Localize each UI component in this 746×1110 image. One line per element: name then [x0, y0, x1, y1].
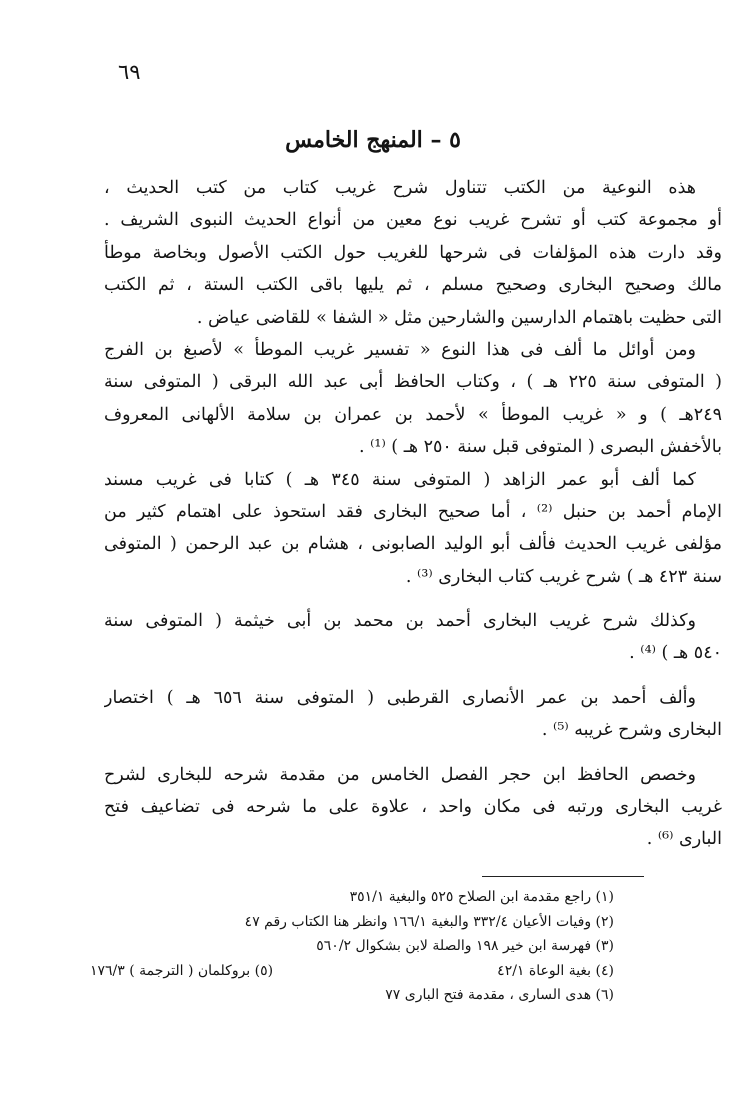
text-line: الإمام أحمد بن حنبل ⁽²⁾ ، أما صحيح البخارى فقد استحوذ على اهتمام كثير من [104, 501, 722, 522]
paragraph [104, 172, 722, 334]
page-number: ٦٩ [118, 60, 141, 84]
text-line: ومن أوائل ما ألف فى هذا النوع « تفسير غريب الموطأ » لأصبغ بن الفرج [104, 339, 696, 360]
paragraph-gap [104, 747, 722, 759]
footnote-2: (٢) وفيات الأعيان ٣٣٢/٤ والبغية ١٦٦/١ وانظر هنا الكتاب رقم ٤٧ [244, 913, 614, 930]
paragraph-gap [104, 670, 722, 682]
text-line: سنة ٤٢٣ هـ ) شرح غريب كتاب البخارى ⁽³⁾ . [405, 566, 722, 587]
text-line: وكذلك شرح غريب البخارى أحمد بن محمد بن أبى خيثمة ( المتوفى سنة [104, 611, 696, 632]
paragraph [104, 759, 722, 856]
text-line: ٥٤٠ هـ ) ⁽⁴⁾ . [629, 643, 722, 664]
section-heading: ٥ – المنهج الخامس [285, 127, 461, 153]
footnote-row-4-5 [90, 959, 614, 984]
footnote-4: (٤) بغية الوعاة ٤٢/١ [497, 962, 614, 979]
paragraph [104, 334, 722, 464]
paragraph [104, 682, 722, 747]
text-line: وخصص الحافظ ابن حجر الفصل الخامس من مقدمة شرحه للبخارى لشرح [104, 764, 696, 785]
paragraph [104, 605, 722, 670]
text-line: بالأخفش البصرى ( المتوفى قبل سنة ٢٥٠ هـ ) ⁽¹⁾ . [358, 437, 722, 458]
text-line: التى حظيت باهتمام الدارسين والشارحين مثل « الشفا » للقاضى عياض . [196, 307, 722, 328]
footnote-1: (١) راجع مقدمة ابن الصلاح ٥٢٥ والبغية ٣٥١/١ [349, 889, 614, 905]
body-text [104, 172, 722, 856]
paragraph-gap [104, 593, 722, 605]
text-line: مؤلفى غريب الحديث فألف أبو الوليد الصابونى ، هشام بن عبد الرحمن ( المتوفى [104, 534, 722, 555]
footnote-3: (٣) فهرسة ابن خير ١٩٨ والصلة لابن بشكوال ٥٦٠/٢ [316, 938, 614, 955]
text-line: ( المتوفى سنة ٢٢٥ هـ ) ، وكتاب الحافظ أبى عبد الله البرقى ( المتوفى سنة [104, 372, 722, 393]
text-line: أو مجموعة كتب أو تشرح غريب نوع معين من أنواع الحديث النبوى الشريف . [104, 210, 722, 231]
text-line: هذه النوعية من الكتب تتناول شرح غريب كتاب من كتب الحديث ، [104, 178, 696, 198]
footnotes [90, 885, 614, 1008]
footnote-6: (٦) هدى السارى ، مقدمة فتح البارى ٧٧ [385, 987, 614, 1004]
text-line: وقد دارت هذه المؤلفات فى شرحها للغريب حول الكتب الأصول وبخاصة موطأ [104, 242, 722, 263]
text-line: البخارى وشرح غريبه ⁽⁵⁾ . [541, 720, 722, 741]
text-line: البارى ⁽⁶⁾ . [646, 829, 722, 850]
paragraph [104, 464, 722, 594]
text-line: غريب البخارى ورتبه فى مكان واحد ، علاوة على ما شرحه فى تضاعيف فتح [104, 797, 722, 818]
text-line: مالك وصحيح البخارى وصحيح مسلم ، ثم يليها باقى الكتب الستة ، ثم الكتب [104, 275, 722, 296]
text-line: وألف أحمد بن عمر الأنصارى القرطبى ( المتوفى سنة ٦٥٦ هـ ) اختصار [104, 687, 696, 708]
text-line: ٢٤٩هـ ) و « غريب الموطأ » لأحمد بن عمران بن سلامة الألهانى المعروف [104, 404, 722, 425]
footnote-rule [482, 876, 644, 877]
footnote-5: (٥) بروكلمان ( الترجمة ) ١٧٦/٣ [90, 962, 274, 979]
text-line: كما ألف أبو عمر الزاهد ( المتوفى سنة ٣٤٥ هـ ) كتابا فى غريب مسند [104, 469, 696, 490]
